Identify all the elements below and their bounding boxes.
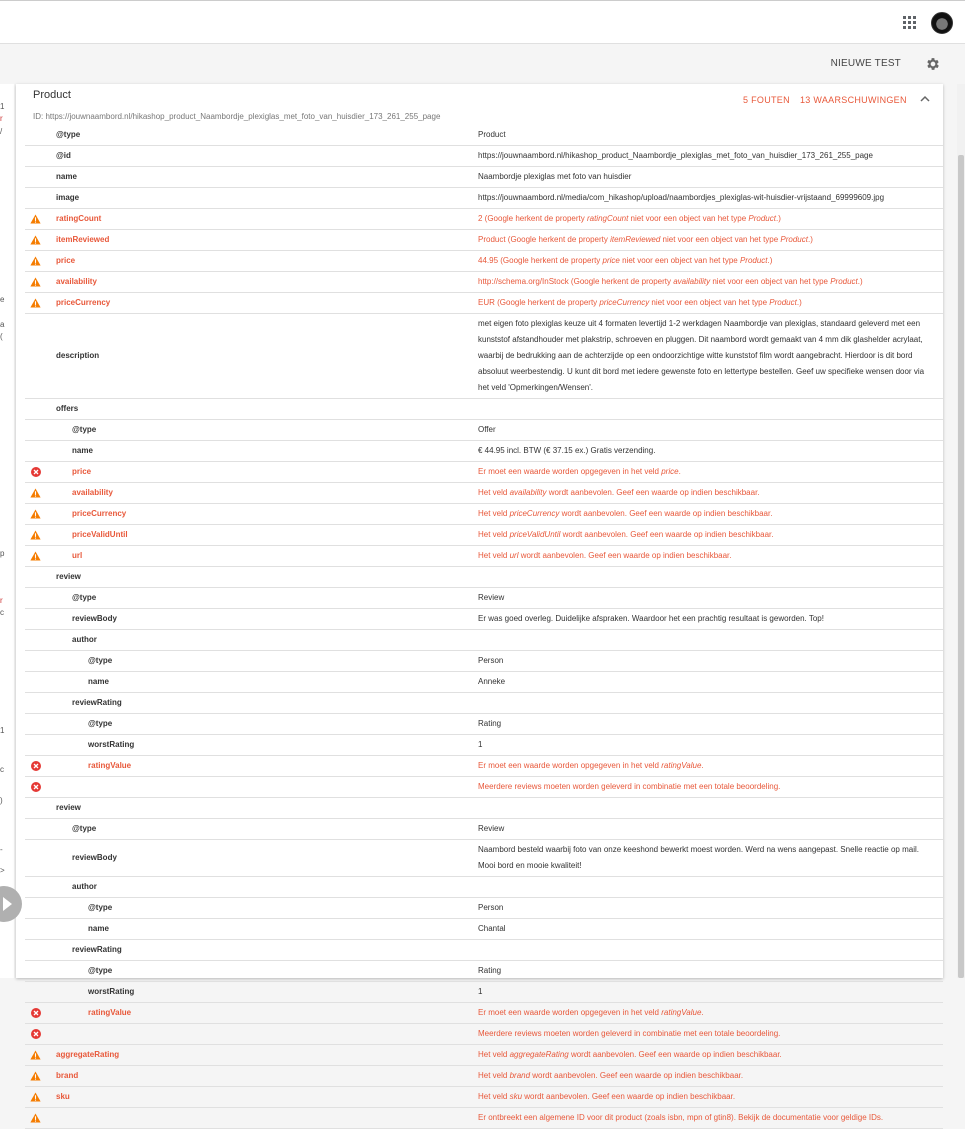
table-row bbox=[25, 146, 943, 167]
property-value: Het veld availability wordt aanbevolen. Geef een waarde op indien beschikbaar. bbox=[478, 483, 943, 504]
property-value: Het veld priceValidUntil wordt aanbevolen. Geef een waarde op indien beschikbaar. bbox=[478, 525, 943, 546]
property-value: Het veld priceCurrency wordt aanbevolen. Geef een waarde op indien beschikbaar. bbox=[478, 504, 943, 525]
property-name: reviewRating bbox=[46, 693, 478, 714]
new-test-button[interactable]: NIEUWE TEST bbox=[830, 58, 901, 69]
property-value: Anneke bbox=[478, 672, 943, 693]
property-value: Meerdere reviews moeten worden geleverd in combinatie met een totale beoordeling. bbox=[478, 777, 943, 798]
code-fragment: / bbox=[0, 127, 3, 136]
property-name: image bbox=[46, 188, 478, 209]
table-row bbox=[25, 1108, 943, 1129]
property-name: @type bbox=[46, 651, 478, 672]
code-fragment: a bbox=[0, 320, 5, 329]
toolbar bbox=[0, 44, 965, 84]
table-row bbox=[25, 898, 943, 919]
warning-icon bbox=[30, 1050, 41, 1060]
property-value: Er moet een waarde worden opgegeven in het veld ratingValue. bbox=[478, 1003, 943, 1024]
property-name: ratingCount bbox=[46, 209, 478, 230]
code-fragment: 1 bbox=[0, 726, 5, 735]
table-row bbox=[25, 756, 943, 777]
property-value: Er moet een waarde worden opgegeven in het veld ratingValue. bbox=[478, 756, 943, 777]
error-icon bbox=[31, 782, 41, 792]
table-row bbox=[25, 293, 943, 314]
property-name: availability bbox=[46, 483, 478, 504]
table-row bbox=[25, 483, 943, 504]
table-row bbox=[25, 651, 943, 672]
property-value: Rating bbox=[478, 714, 943, 735]
table-row bbox=[25, 1003, 943, 1024]
property-value: met eigen foto plexiglas keuze uit 4 formaten levertijd 1-2 werkdagen Naambordje van plexiglas, standaard geleverd met een kunststof afstandhouder met plakstrip, schroeven en pluggen. Dit naambord wordt gemaakt van 4 mm dik glashelder acrylaat, waarbij de bedrukking aan de achterzijde op een ondoorzichtige witte kunststof film wordt aangebracht. Hierdoor is dit bord absoluut weerbestendig. U kunt dit bord met iedere gewenste foto en lettertype bestellen. Geef uw specifieke wensen door via het veld 'Opmerkingen/Wensen'. bbox=[478, 314, 943, 399]
property-name: reviewBody bbox=[46, 609, 478, 630]
property-value: Review bbox=[478, 819, 943, 840]
user-avatar[interactable] bbox=[931, 12, 953, 34]
property-name: author bbox=[46, 630, 478, 651]
property-name: @type bbox=[46, 961, 478, 982]
property-name: description bbox=[46, 314, 478, 399]
property-value bbox=[478, 940, 943, 961]
table-row bbox=[25, 462, 943, 483]
property-value bbox=[478, 798, 943, 819]
result-card bbox=[16, 84, 943, 1122]
table-row bbox=[25, 546, 943, 567]
warnings-count[interactable]: 13 WAARSCHUWINGEN bbox=[800, 95, 907, 105]
property-name: availability bbox=[46, 272, 478, 293]
code-fragment: c bbox=[0, 608, 4, 617]
code-fragment: > bbox=[0, 866, 5, 875]
table-row bbox=[25, 567, 943, 588]
card-title: Product bbox=[33, 89, 71, 101]
table-row bbox=[25, 982, 943, 1003]
table-row bbox=[25, 714, 943, 735]
property-value bbox=[478, 693, 943, 714]
property-value: Meerdere reviews moeten worden geleverd in combinatie met een totale beoordeling. bbox=[478, 1024, 943, 1045]
table-row bbox=[25, 525, 943, 546]
property-value: Rating bbox=[478, 961, 943, 982]
property-name: name bbox=[46, 167, 478, 188]
table-row bbox=[25, 230, 943, 251]
warning-icon bbox=[30, 214, 41, 224]
property-value: 1 bbox=[478, 735, 943, 756]
table-row bbox=[25, 940, 943, 961]
property-name: price bbox=[46, 251, 478, 272]
table-row bbox=[25, 840, 943, 877]
property-name: aggregateRating bbox=[46, 1045, 478, 1066]
table-row bbox=[25, 441, 943, 462]
table-row bbox=[25, 919, 943, 940]
property-name: @type bbox=[46, 714, 478, 735]
warning-icon bbox=[30, 488, 41, 498]
warning-icon bbox=[30, 551, 41, 561]
warning-icon bbox=[30, 235, 41, 245]
warning-icon bbox=[30, 256, 41, 266]
property-name: @type bbox=[46, 125, 478, 146]
property-name: priceCurrency bbox=[46, 293, 478, 314]
table-row bbox=[25, 1066, 943, 1087]
table-row bbox=[25, 819, 943, 840]
table-row bbox=[25, 735, 943, 756]
property-value: Product (Google herkent de property itemReviewed niet voor een object van het type Product.) bbox=[478, 230, 943, 251]
top-bar bbox=[0, 0, 965, 44]
property-name: price bbox=[46, 462, 478, 483]
property-name: review bbox=[46, 567, 478, 588]
property-name: @type bbox=[46, 420, 478, 441]
code-fragment: e bbox=[0, 295, 5, 304]
property-name: priceValidUntil bbox=[46, 525, 478, 546]
table-row bbox=[25, 504, 943, 525]
property-name: review bbox=[46, 798, 478, 819]
property-value: Product bbox=[478, 125, 943, 146]
table-row bbox=[25, 1045, 943, 1066]
error-icon bbox=[31, 761, 41, 771]
scrollbar-thumb[interactable] bbox=[958, 155, 964, 978]
table-row bbox=[25, 672, 943, 693]
table-row bbox=[25, 961, 943, 982]
property-value: Person bbox=[478, 898, 943, 919]
property-value: http://schema.org/InStock (Google herkent de property availability niet voor een object van het type Product.) bbox=[478, 272, 943, 293]
table-row bbox=[25, 125, 943, 146]
property-name: url bbox=[46, 546, 478, 567]
property-value: Naambordje plexiglas met foto van huisdier bbox=[478, 167, 943, 188]
property-name: worstRating bbox=[46, 735, 478, 756]
table-row bbox=[25, 314, 943, 399]
property-name bbox=[46, 777, 478, 798]
property-value: 44.95 (Google herkent de property price niet voor een object van het type Product.) bbox=[478, 251, 943, 272]
property-name: ratingValue bbox=[46, 756, 478, 777]
table-row bbox=[25, 167, 943, 188]
property-value: Er was goed overleg. Duidelijke afspraken. Waardoor het een prachtig resultaat is geworden. Top! bbox=[478, 609, 943, 630]
property-name bbox=[46, 1108, 478, 1129]
property-name: priceCurrency bbox=[46, 504, 478, 525]
warning-icon bbox=[30, 277, 41, 287]
code-fragment: r bbox=[0, 596, 3, 605]
gear-icon[interactable] bbox=[925, 56, 941, 72]
warning-icon bbox=[30, 1071, 41, 1081]
property-name: sku bbox=[46, 1087, 478, 1108]
property-name: worstRating bbox=[46, 982, 478, 1003]
card-id: ID: https://jouwnaambord.nl/hikashop_product_Naambordje_plexiglas_met_foto_van_huisdier_173_261_255_page bbox=[33, 112, 441, 121]
property-value: Chantal bbox=[478, 919, 943, 940]
warning-icon bbox=[30, 1092, 41, 1102]
properties-table bbox=[25, 125, 943, 1129]
property-value: Het veld url wordt aanbevolen. Geef een waarde op indien beschikbaar. bbox=[478, 546, 943, 567]
left-code-strip bbox=[0, 84, 14, 978]
property-value: Naambord besteld waarbij foto van onze keeshond bewerkt moest worden. Werd na wens aangepast. Snelle reactie op mail. Mooi bord en mooie kwaliteit! bbox=[478, 840, 943, 877]
property-value bbox=[478, 399, 943, 420]
warning-icon bbox=[30, 530, 41, 540]
apps-grid-icon[interactable] bbox=[903, 16, 917, 30]
property-value bbox=[478, 877, 943, 898]
property-value: Person bbox=[478, 651, 943, 672]
table-row bbox=[25, 251, 943, 272]
code-fragment: 1 bbox=[0, 102, 5, 111]
error-icon bbox=[31, 1029, 41, 1039]
code-fragment: - bbox=[0, 845, 3, 854]
table-row bbox=[25, 399, 943, 420]
property-value bbox=[478, 567, 943, 588]
table-row bbox=[25, 588, 943, 609]
property-value: Offer bbox=[478, 420, 943, 441]
table-row bbox=[25, 1087, 943, 1108]
property-value: Het veld sku wordt aanbevolen. Geef een waarde op indien beschikbaar. bbox=[478, 1087, 943, 1108]
property-name bbox=[46, 1024, 478, 1045]
error-icon bbox=[31, 467, 41, 477]
table-row bbox=[25, 693, 943, 714]
table-row bbox=[25, 420, 943, 441]
property-name: reviewRating bbox=[46, 940, 478, 961]
code-fragment: r bbox=[0, 114, 3, 123]
property-value: Review bbox=[478, 588, 943, 609]
property-name: name bbox=[46, 919, 478, 940]
property-name: name bbox=[46, 441, 478, 462]
code-fragment: ( bbox=[0, 332, 3, 341]
code-fragment: c bbox=[0, 765, 4, 774]
property-name: name bbox=[46, 672, 478, 693]
property-name: brand bbox=[46, 1066, 478, 1087]
property-value: EUR (Google herkent de property priceCurrency niet voor een object van het type Product.) bbox=[478, 293, 943, 314]
warning-icon bbox=[30, 1113, 41, 1123]
property-name: offers bbox=[46, 399, 478, 420]
table-row bbox=[25, 798, 943, 819]
errors-count[interactable]: 5 FOUTEN bbox=[743, 95, 790, 105]
property-value bbox=[478, 630, 943, 651]
table-row bbox=[25, 877, 943, 898]
property-name: @type bbox=[46, 588, 478, 609]
table-row bbox=[25, 188, 943, 209]
property-value: Het veld brand wordt aanbevolen. Geef een waarde op indien beschikbaar. bbox=[478, 1066, 943, 1087]
property-value: Het veld aggregateRating wordt aanbevolen. Geef een waarde op indien beschikbaar. bbox=[478, 1045, 943, 1066]
property-value: € 44.95 incl. BTW (€ 37.15 ex.) Gratis verzending. bbox=[478, 441, 943, 462]
table-row bbox=[25, 1024, 943, 1045]
property-value: Er ontbreekt een algemene ID voor dit product (zoals isbn, mpn of gtin8). Bekijk de documentatie voor geldige IDs. bbox=[478, 1108, 943, 1129]
property-name: @type bbox=[46, 898, 478, 919]
error-icon bbox=[31, 1008, 41, 1018]
property-value: 1 bbox=[478, 982, 943, 1003]
property-name: author bbox=[46, 877, 478, 898]
table-row bbox=[25, 630, 943, 651]
warning-icon bbox=[30, 298, 41, 308]
property-value: Er moet een waarde worden opgegeven in het veld price. bbox=[478, 462, 943, 483]
property-value: 2 (Google herkent de property ratingCount niet voor een object van het type Product.) bbox=[478, 209, 943, 230]
property-name: @id bbox=[46, 146, 478, 167]
table-row bbox=[25, 777, 943, 798]
warning-icon bbox=[30, 509, 41, 519]
property-name: reviewBody bbox=[46, 840, 478, 877]
property-name: ratingValue bbox=[46, 1003, 478, 1024]
code-fragment: p bbox=[0, 549, 5, 558]
property-value: https://jouwnaambord.nl/hikashop_product_Naambordje_plexiglas_met_foto_van_huisdier_173_261_255_page bbox=[478, 146, 943, 167]
table-row bbox=[25, 272, 943, 293]
chevron-up-icon[interactable] bbox=[919, 93, 931, 105]
code-fragment: ) bbox=[0, 796, 3, 805]
property-name: itemReviewed bbox=[46, 230, 478, 251]
property-value: https://jouwnaambord.nl/media/com_hikashop/upload/naambordjes_plexiglas-wit-huisdier-vrijstaand_69999609.jpg bbox=[478, 188, 943, 209]
table-row bbox=[25, 209, 943, 230]
table-row bbox=[25, 609, 943, 630]
property-name: @type bbox=[46, 819, 478, 840]
